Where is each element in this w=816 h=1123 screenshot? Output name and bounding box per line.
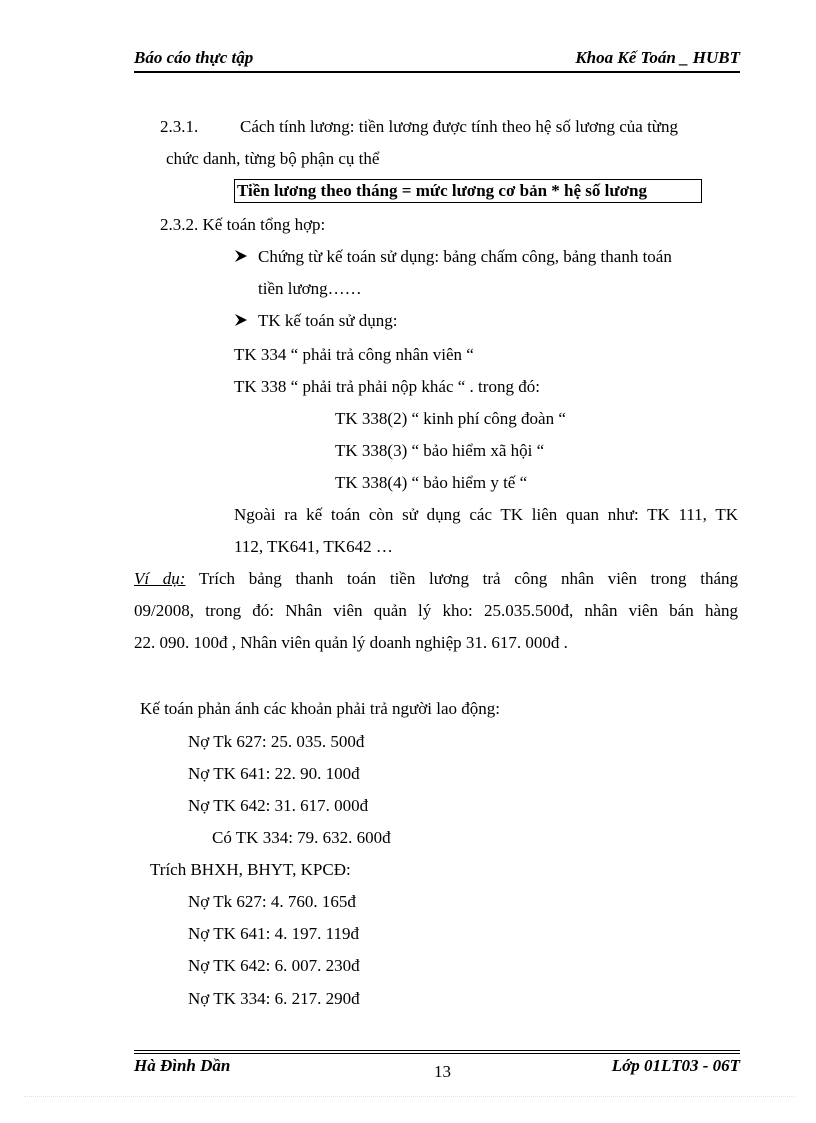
entries-intro-2: Trích BHXH, BHYT, KPCĐ: (150, 860, 351, 879)
entry-debit-627: Nợ Tk 627: 25. 035. 500đ (188, 732, 365, 751)
bullet-accounts (234, 310, 398, 332)
example-line1 (134, 568, 738, 590)
bullet-documents-text: Chứng từ kế toán sử dụng: bảng chấm công, bảng thanh toán (258, 247, 672, 266)
entry-credit-334: Có TK 334: 79. 632. 600đ (212, 828, 391, 847)
example-line3: 22. 090. 100đ , Nhân viên quản lý doanh nghiệp 31. 617. 000đ . (134, 633, 568, 652)
other-accounts-line2: 112, TK641, TK642 … (234, 537, 393, 556)
bullet-documents (234, 246, 672, 268)
account-338: TK 338 “ phải trả phải nộp khác “ . trong đó: (234, 377, 540, 396)
arrow-bullet-icon (234, 313, 248, 327)
header-rule (134, 71, 740, 73)
example-line2: 09/2008, trong đó: Nhân viên quản lý kho: 25.035.500đ, nhân viên bán hàng (134, 601, 738, 620)
page-number: 13 (434, 1062, 451, 1081)
page-header (134, 48, 740, 70)
account-334: TK 334 “ phải trả công nhân viên “ (234, 345, 474, 364)
section-231-number: 2.3.1. (160, 117, 199, 136)
footer-author: Hà Đình Dần (134, 1056, 231, 1075)
entries-intro: Kế toán phản ánh các khoản phải trả người lao động: (140, 699, 500, 718)
bullet-accounts-text: TK kế toán sử dụng: (258, 311, 398, 330)
page-footer (134, 1056, 740, 1080)
footer-rule (134, 1050, 740, 1051)
other-accounts-line1: Ngoài ra kế toán còn sử dụng các TK liên quan như: TK 111, TK (234, 505, 738, 524)
footer-class: Lớp 01LT03 - 06T (611, 1056, 740, 1075)
footer-rule-2 (134, 1053, 740, 1054)
entry-debit-642-b: Nợ TK 642: 6. 007. 230đ (188, 956, 360, 975)
account-3383: TK 338(3) “ bảo hiểm xã hội “ (335, 441, 545, 460)
account-3384: TK 338(4) “ bảo hiểm y tế “ (335, 473, 528, 492)
section-231-text-line2: chức danh, từng bộ phận cụ thể (166, 149, 380, 168)
example-line1-text: Trích bảng thanh toán tiền lương trả công nhân viên trong tháng (185, 569, 738, 588)
entry-debit-642: Nợ TK 642: 31. 617. 000đ (188, 796, 369, 815)
header-report-title: Báo cáo thực tập (134, 48, 254, 67)
header-faculty: Khoa Kế Toán _ HUBT (575, 48, 740, 67)
entry-debit-641-b: Nợ TK 641: 4. 197. 119đ (188, 924, 359, 943)
entry-debit-334-b: Nợ TK 334: 6. 217. 290đ (188, 989, 360, 1008)
entry-debit-641: Nợ TK 641: 22. 90. 100đ (188, 764, 360, 783)
salary-formula-box: Tiền lương theo tháng = mức lương cơ bản * hệ số lương (234, 179, 702, 203)
account-3382: TK 338(2) “ kinh phí công đoàn “ (335, 409, 566, 428)
arrow-bullet-icon (234, 249, 248, 263)
bullet-documents-line2: tiền lương…… (258, 279, 362, 298)
section-232-title: 2.3.2. Kế toán tổng hợp: (160, 215, 326, 234)
example-label: Ví dụ: (134, 569, 186, 588)
section-231-text-line1: Cách tính lương: tiền lương được tính theo hệ số lương của từng (240, 117, 679, 136)
entry-debit-627-b: Nợ Tk 627: 4. 760. 165đ (188, 892, 356, 911)
page-bottom-divider (24, 1096, 794, 1097)
